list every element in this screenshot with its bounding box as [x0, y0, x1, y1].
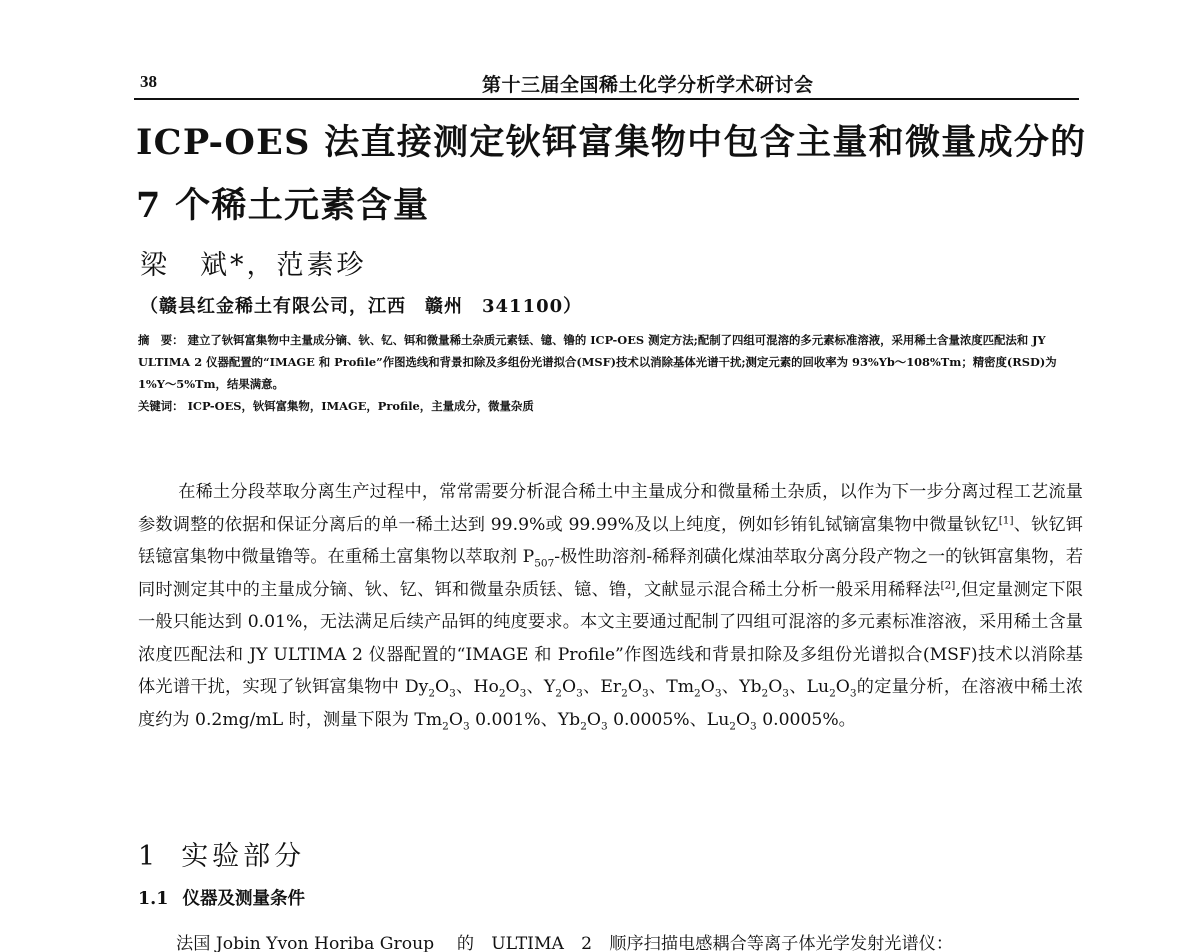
abstract-label: 摘 要：	[138, 333, 184, 347]
citation-ref-2: [2]	[940, 578, 956, 591]
body-text-1: 在稀土分段萃取分离生产过程中，常常需要分析混合稀土中主量成分和微量稀土杂质，以作为下一步分离过程工艺流量参数调整的依据和保证分离后的单一稀土达到 99.9%或 99.99%及以上纯度，例如钐铕钆铽镝富集物中微量钬钇	[138, 482, 1083, 535]
keywords-label: 关键词：	[138, 399, 184, 413]
body-text-5: 的定量分析，在溶液中稀土浓度约为 0.2mg/mL 时，测量下限为 Tm	[138, 677, 1083, 730]
p507-subscript: 507	[534, 557, 555, 570]
body-text-2: 、钬钇铒铥镱富集物中微量镥等。在重稀土富集物以萃取剂 P	[138, 514, 1083, 567]
abstract	[138, 329, 1086, 395]
body-text-3: -极性助溶剂-稀释剂磺化煤油萃取分离分段产物之一的钬铒富集物，若同时测定其中的主量成分镝、钬、钇、铒和微量杂质铥、镱、镥，文献显示混合稀土分析一般采用稀释法	[138, 547, 1084, 600]
keywords	[138, 395, 1086, 417]
abstract-block	[138, 329, 1086, 417]
section-title: 实验部分	[181, 841, 306, 872]
body-text-bottom: 法国 Jobin Yvon Horiba Group 的 ULTIMA 2 顺序扫描电感耦合等离子体光学发射光谱仪：	[176, 934, 954, 952]
affiliation: （赣县红金稀土有限公司，江西 赣州 341100）	[140, 296, 583, 317]
subsection-title: 仪器及测量条件	[182, 889, 305, 909]
paper-title-line-1: ICP-OES 法直接测定钬铒富集物中包含主量和微量成分的	[136, 122, 1087, 163]
citation-ref-1: [1]	[998, 513, 1014, 526]
subsection-heading	[138, 885, 305, 910]
authors: 梁 斌*，范素珍	[140, 250, 367, 281]
paper-title-line-2: 7 个稀土元素含量	[136, 185, 430, 226]
keywords-text: ICP-OES，钬铒富集物，IMAGE，Profile，主量成分，微量杂质	[187, 399, 534, 413]
body-text-4: ,但定量测定下限一般只能达到 0.01%，无法满足后续产品铒的纯度要求。本文主要通过配制了四组可混溶的多元素标准溶液，采用稀土含量浓度匹配法和 JY ULTIMA 2 仪器配置的“IMAGE 和 Profile”作图选线和背景扣除及多组份光谱拟合(MSF)技术以消除基体光谱干扰，实现了钬铒富集物中 Dy	[138, 579, 1083, 697]
abstract-text: 建立了钬铒富集物中主量成分镝、钬、钇、铒和微量稀土杂质元素铥、镱、镥的 ICP-OES 测定方法;配制了四组可混溶的多元素标准溶液，采用稀土含量浓度匹配法和 JY ULTIMA 2 仪器配置的“IMAGE 和 Profile”作图选线和背景扣除及多组份光谱拟合(MSF)技术以消除基体光谱干扰;测定元素的回收率为 93%Yb～108%Tm；精密度(RSD)为 1%Y～5%Tm，结果满意。	[138, 333, 1057, 391]
page-number: 38	[140, 72, 157, 91]
section-number: 1	[138, 841, 160, 872]
running-header	[134, 70, 1079, 100]
section-heading	[138, 834, 305, 873]
journal-title: 第十三届全国稀土化学分析学术研讨会	[482, 74, 814, 96]
introduction-paragraph: 在稀土分段萃取分离生产过程中，常常需要分析混合稀土中主量成分和微量稀土杂质，以作为下一步分离过程工艺流量参数调整的依据和保证分离后的单一稀土达到 99.9%或 99.99%及以上纯度，例如钐铕钆铽镝富集物中微量钬钇[1]、钬钇铒铥镱富集物中微量镥等。在重稀土富集物以萃取剂 $P_{507}-$极性助溶剂-稀释剂磺化煤油萃取分离分段产物之一的钬铒富集物，若同时测定其中的主量成分镝、钬、钇、铒和微量杂质铥、镱、镥，文献显示混合稀土分析一般采用稀释法[2],但定量测定下限一般只能达到 0.01%，无法满足后续产品铒的纯度要求。本文主要通过配制了四组可混溶的多元素标准溶液，采用稀土含量浓度匹配法和 JY ULTIMA 2 仪器配置的“IMAGE 和 Profile”作图选线和背景扣除及多组份光谱拟合(MSF)技术以消除基体光谱干扰，实现了钬铒富集物中 $Dy_2O_3$、$Ho_2O_3$、$Y_2O_3$、$Er_2O_3$、$Tm_2O_3$、$Yb_2O_3$、$Lu_2O_3$的定量分析，在溶液中稀土浓度约为 0.2mg/mL 时，测量下限为 $Tm_2O_3$ 0.001%、$Yb_2O_3$ 0.0005%、$Lu_2O_3$ 0.0005%。	[138, 482, 1084, 732]
subsection-number: 1.1	[138, 889, 169, 909]
